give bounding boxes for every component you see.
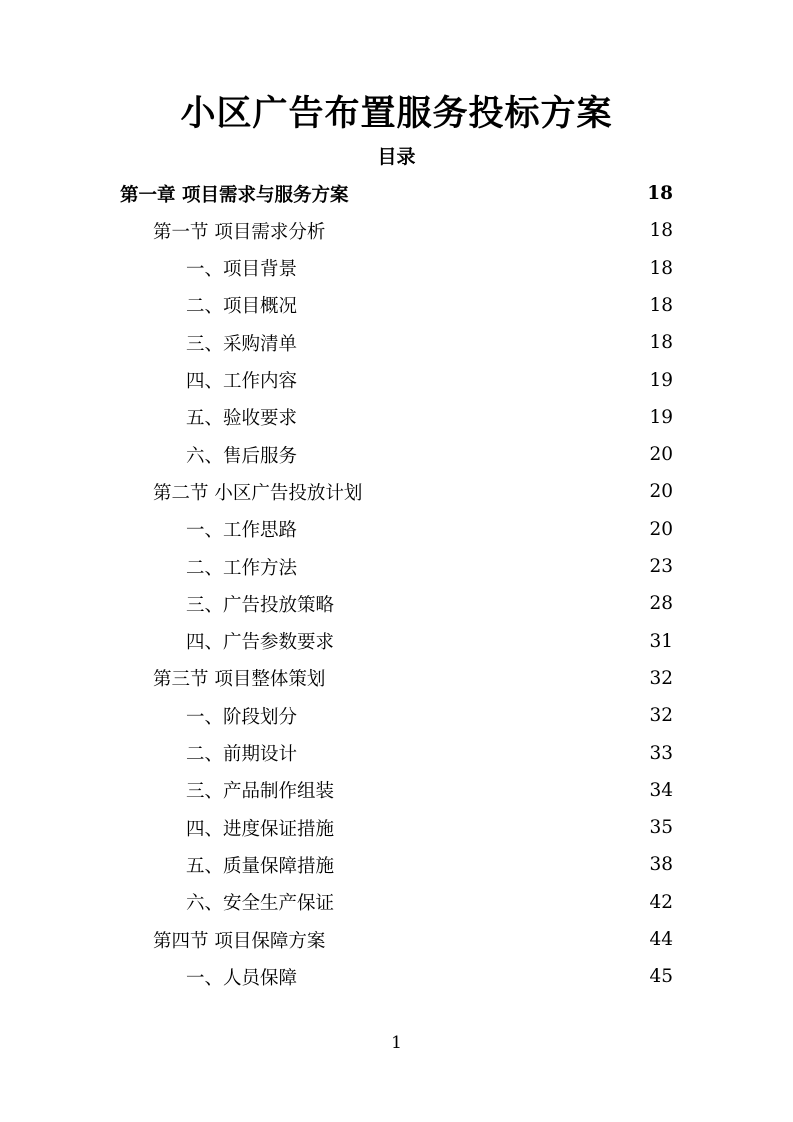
toc-entry-page-number: 42 (649, 891, 673, 913)
toc-entry-label: 六、售后服务 (186, 445, 298, 467)
toc-entry-page-number: 32 (649, 705, 673, 727)
toc-entry[interactable] (153, 660, 673, 697)
toc-entry[interactable] (153, 473, 673, 510)
toc-entry-page-number: 33 (649, 742, 673, 764)
toc-entry-page-number: 44 (649, 929, 673, 950)
toc-dot-leader (366, 473, 641, 510)
toc-dot-leader (338, 809, 641, 846)
toc-entry-label: 三、采购清单 (186, 333, 298, 355)
toc-entry[interactable] (153, 212, 673, 249)
toc-entry-label: 四、工作内容 (186, 371, 298, 392)
toc-entry[interactable] (186, 846, 673, 883)
toc-dot-leader (329, 921, 641, 958)
toc-dot-leader (338, 623, 641, 660)
toc-dot-leader (301, 287, 641, 324)
toc-entry-label: 二、前期设计 (186, 744, 298, 765)
toc-dot-leader (338, 846, 641, 883)
toc-entry-label: 一、工作思路 (186, 520, 298, 542)
toc-dot-leader (301, 399, 641, 436)
toc-entry[interactable] (120, 175, 673, 212)
toc-entry-label: 一、阶段划分 (186, 706, 298, 728)
toc-entry[interactable] (186, 362, 673, 399)
toc-dot-leader (301, 697, 641, 734)
toc-entry[interactable] (186, 250, 673, 287)
toc-entry-label: 四、广告参数要求 (186, 632, 335, 654)
toc-dot-leader (301, 511, 641, 548)
toc-entry-page-number: 18 (649, 257, 673, 279)
toc-entry-label: 三、广告投放策略 (186, 594, 335, 616)
toc-entry-page-number: 20 (649, 444, 673, 466)
toc-entry-page-number: 18 (647, 183, 673, 204)
document-title: 小区广告布置服务投标方案 (180, 93, 613, 134)
toc-entry-label: 第一节 项目需求分析 (153, 221, 326, 243)
toc-heading: 目录 (377, 146, 416, 168)
toc-entry-label: 第四节 项目保障方案 (153, 930, 326, 952)
toc-entry-page-number: 18 (649, 332, 673, 354)
toc-entry[interactable] (186, 324, 673, 361)
toc-entry[interactable] (186, 585, 673, 622)
toc-entry-page-number: 19 (649, 406, 673, 428)
toc-entry-page-number: 18 (649, 220, 673, 242)
toc-entry[interactable] (186, 399, 673, 436)
toc-entry-page-number: 32 (649, 667, 673, 689)
toc-entry-page-number: 34 (649, 779, 673, 801)
toc-entry[interactable] (186, 772, 673, 809)
page-number: 1 (391, 1033, 402, 1053)
toc-entry-label: 六、安全生产保证 (186, 893, 335, 915)
toc-entry-label: 三、产品制作组装 (186, 781, 335, 803)
toc-entry-label: 一、人员保障 (186, 967, 298, 989)
toc-entry-page-number: 31 (649, 630, 673, 652)
toc-dot-leader (301, 958, 641, 995)
toc-entry-page-number: 35 (649, 817, 673, 839)
toc-entry[interactable] (186, 436, 673, 473)
toc-dot-leader (301, 436, 641, 473)
toc-entry[interactable] (186, 623, 673, 660)
toc-entry-page-number: 20 (649, 481, 673, 503)
toc-entry[interactable] (186, 809, 673, 846)
toc-entry-label: 四、进度保证措施 (186, 818, 335, 840)
toc-entry-page-number: 19 (649, 369, 673, 391)
toc-entry[interactable] (186, 884, 673, 921)
toc-entry-label: 二、项目概况 (186, 296, 298, 318)
toc-entry-page-number: 20 (649, 518, 673, 540)
toc-entry-page-number: 28 (649, 593, 673, 615)
toc-dot-leader (301, 250, 641, 287)
toc-entry-page-number: 45 (649, 966, 673, 988)
toc-dot-leader (301, 362, 641, 399)
toc-entry-label: 第一章 项目需求与服务方案 (120, 184, 349, 206)
toc-entry-page-number: 18 (649, 294, 673, 316)
toc-entry[interactable] (186, 511, 673, 548)
toc-entry-label: 第三节 项目整体策划 (153, 669, 326, 691)
toc-entry[interactable] (186, 287, 673, 324)
toc-entry[interactable] (186, 697, 673, 734)
toc-entry[interactable] (186, 735, 673, 772)
toc-entry-label: 二、工作方法 (186, 557, 298, 579)
toc-entry[interactable] (153, 921, 673, 958)
toc-dot-leader (301, 324, 641, 361)
toc-dot-leader (352, 175, 639, 212)
toc-dot-leader (329, 660, 641, 697)
toc-entry-label: 五、质量保障措施 (186, 855, 335, 877)
toc-entry-label: 第二节 小区广告投放计划 (153, 482, 363, 504)
toc-entry-page-number: 23 (649, 556, 673, 577)
toc-entry[interactable] (186, 958, 673, 995)
toc-entry-page-number: 38 (649, 854, 673, 876)
toc-entry[interactable] (186, 548, 673, 585)
toc-dot-leader (329, 212, 641, 249)
toc-entry-label: 五、验收要求 (186, 408, 298, 430)
toc-dot-leader (338, 884, 641, 921)
toc-dot-leader (338, 772, 641, 809)
toc-dot-leader (301, 735, 641, 772)
toc-dot-leader (338, 585, 641, 622)
toc-dot-leader (301, 548, 641, 585)
toc-entry-label: 一、项目背景 (186, 259, 298, 281)
